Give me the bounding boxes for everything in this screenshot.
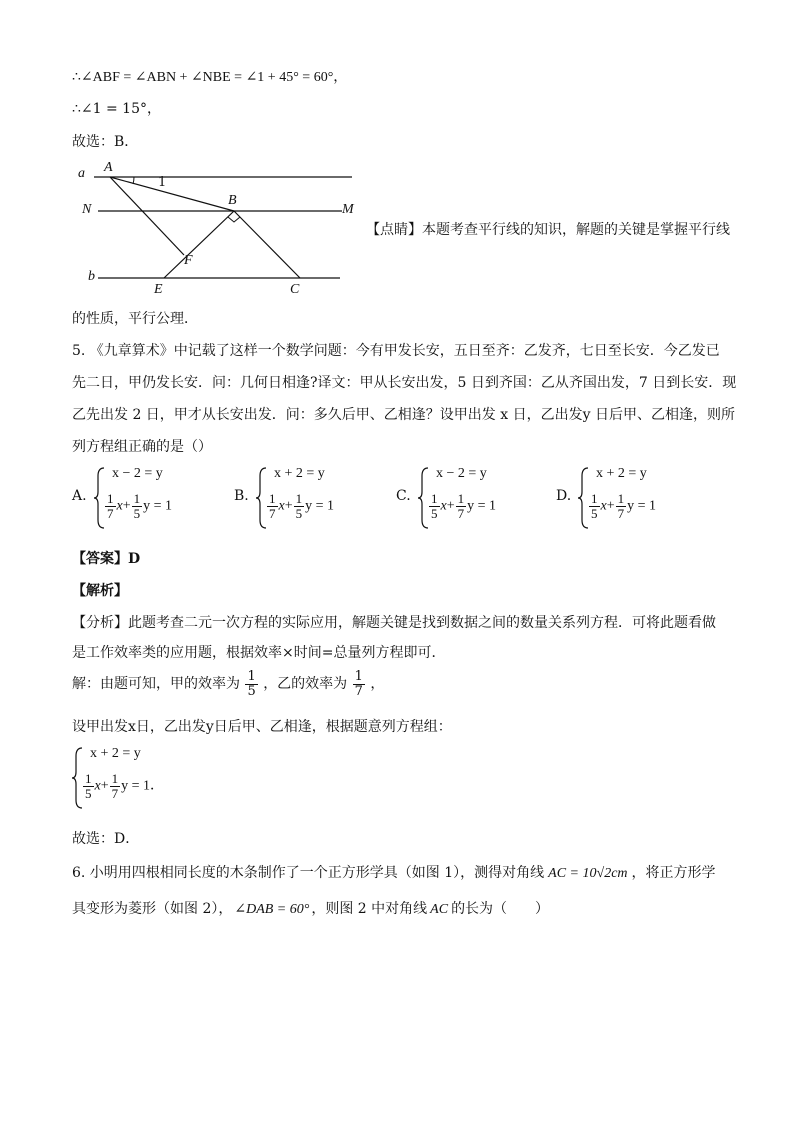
q6-line-2-c: 的长为（ ） xyxy=(451,901,550,917)
label-N: N xyxy=(82,202,92,217)
label-F: F xyxy=(184,253,193,268)
option-label: D. xyxy=(556,488,572,504)
eff-b-num: 1 xyxy=(354,668,363,684)
q6-line-1-a: 6. 小明用四根相同长度的木条制作了一个正方形学具（如图 1），测得对角线 xyxy=(72,865,545,881)
final-equation-system xyxy=(72,746,192,810)
eff-a-num: 1 xyxy=(247,668,256,684)
q5-answer: 【答案】D xyxy=(72,551,141,567)
option-frac-2-den: 5 xyxy=(133,506,141,521)
option-eq-1: x − 2 = y xyxy=(436,466,487,481)
option-label: B. xyxy=(234,488,249,504)
q5-analysis-line-2: 是工作效率类的应用题，根据效率×时间=总量列方程即可． xyxy=(72,645,446,661)
option-frac-2-num: 1 xyxy=(133,491,141,506)
q5-line-2: 先二日，甲仍发长安．问：几何日相逢?译文：甲从长安出发，5 日到齐国：乙从齐国出发，7 日到长安．现 xyxy=(72,375,737,391)
option-label: A. xyxy=(72,488,87,504)
q5-analysis-heading: 【解析】 xyxy=(72,583,128,599)
q6-line-2-b: ，则图 2 中对角线 xyxy=(311,901,428,917)
q6-line-1 xyxy=(72,862,716,882)
sol-mid: ，乙的效率为 xyxy=(263,676,348,692)
eff-yi-fraction xyxy=(353,670,365,699)
option-frac-2-num: 1 xyxy=(457,491,465,506)
parallel-lines-figure xyxy=(72,156,372,302)
option-frac-2 xyxy=(132,492,143,521)
option-frac-2-den: 7 xyxy=(617,506,625,521)
label-E: E xyxy=(154,282,163,297)
segment-AB xyxy=(110,177,234,211)
q5-set-line: 设甲出发x日，乙出发y日后甲、乙相逢，根据题意列方程组： xyxy=(72,719,452,735)
solution-line-3: 故选：B． xyxy=(72,134,139,150)
option-frac-1-num: 1 xyxy=(431,491,438,506)
segment-BC xyxy=(234,211,300,278)
sol-prefix: 解：由题可知，甲的效率为 xyxy=(72,676,240,692)
final-frac-2-den: 7 xyxy=(111,786,119,801)
q5-analysis-line-1: 【分析】此题考查二元一次方程的实际应用，解题关键是找到数据之间的数量关系列方程．可将此题看做 xyxy=(72,615,716,631)
option-frac-1-den: 5 xyxy=(591,506,598,521)
option-eq-2: $\frac{1}{7}$ x+ $\frac{1}{5}$ y = 1 xyxy=(107,491,173,521)
q6-line-2-a: 具变形为菱形（如图 2）， xyxy=(72,901,233,917)
eff-b-den: 7 xyxy=(354,683,363,699)
option-frac-1-den: 5 xyxy=(431,506,438,521)
right-angle-mark xyxy=(228,217,240,222)
q5-choice: 故选：D． xyxy=(72,831,140,847)
label-A: A xyxy=(104,160,113,175)
final-frac-1-num: 1 xyxy=(85,771,92,786)
figure-drawing xyxy=(72,156,372,302)
q6-math-ac-2: AC xyxy=(430,902,449,917)
option-b[interactable] xyxy=(234,466,384,530)
option-frac-1 xyxy=(589,492,600,521)
option-frac-2 xyxy=(616,492,627,521)
comment-tag: 【点睛】 xyxy=(366,222,422,238)
option-c[interactable] xyxy=(396,466,546,530)
final-frac-1 xyxy=(83,772,94,801)
final-end: ． xyxy=(150,778,165,794)
label-a: a xyxy=(78,166,85,181)
q6-line-2 xyxy=(72,898,549,918)
option-frac-2-den: 7 xyxy=(457,506,465,521)
comment-text: 本题考查平行线的知识，解题的关键是掌握平行线 xyxy=(422,222,730,238)
solution-line-1: ∴∠ABF = ∠ABN + ∠NBE = ∠1 + 45° = 60°， xyxy=(72,70,348,85)
option-d[interactable] xyxy=(556,466,706,530)
label-B: B xyxy=(228,193,237,208)
option-frac-1-num: 1 xyxy=(269,491,276,506)
option-rhs: y = 1 xyxy=(143,498,173,514)
option-frac-2 xyxy=(456,492,467,521)
sol-suffix: ， xyxy=(370,676,385,692)
q5-solution-line xyxy=(72,664,384,704)
option-eq-2: $\frac{1}{7}$ x+ $\frac{1}{5}$ y = 1 xyxy=(269,491,335,521)
comment-line-1 xyxy=(366,219,730,239)
option-eq-1: x − 2 = y xyxy=(112,466,163,481)
final-eq-2: $\frac{1}{5}$ x+ $\frac{1}{7}$ y = 1． xyxy=(85,771,165,801)
final-frac-1-den: 5 xyxy=(85,786,92,801)
option-frac-1-num: 1 xyxy=(591,491,598,506)
label-M: M xyxy=(342,202,354,217)
option-frac-2-num: 1 xyxy=(295,491,303,506)
option-frac-1-den: 7 xyxy=(269,506,276,521)
option-rhs: y = 1 xyxy=(305,498,335,514)
option-frac-2 xyxy=(294,492,305,521)
option-frac-1-num: 1 xyxy=(107,491,114,506)
option-frac-1 xyxy=(105,492,116,521)
option-frac-2-den: 5 xyxy=(295,506,303,521)
option-eq-1: x + 2 = y xyxy=(274,466,325,481)
q5-line-3: 乙先出发 2 日，甲才从长安出发．问：多久后甲、乙相逢？设甲出发 x 日，乙出发y 日后甲、乙相逢，则所 xyxy=(72,407,735,423)
solution-line-2: ∴∠1 = 15°， xyxy=(72,101,161,117)
option-eq-2: $\frac{1}{5}$ x+ $\frac{1}{7}$ y = 1 xyxy=(591,491,657,521)
eff-a-den: 5 xyxy=(247,683,256,699)
comment-line-2: 的性质，平行公理． xyxy=(72,311,198,327)
option-frac-1-den: 7 xyxy=(107,506,114,521)
option-eq-2: $\frac{1}{5}$ x+ $\frac{1}{7}$ y = 1 xyxy=(431,491,497,521)
option-frac-1 xyxy=(267,492,278,521)
final-frac-2 xyxy=(110,772,121,801)
label-angle-1: 1 xyxy=(158,175,167,190)
option-a[interactable] xyxy=(72,466,222,530)
label-b: b xyxy=(88,269,95,284)
option-label: C. xyxy=(396,488,411,504)
final-frac-2-num: 1 xyxy=(111,771,119,786)
q6-math-angle: ∠DAB = 60° xyxy=(234,902,310,917)
eff-jia-fraction xyxy=(245,670,257,699)
label-C: C xyxy=(290,282,300,297)
q5-line-1: 5. 《九章算术》中记载了这样一个数学问题：今有甲发长安，五日至齐：乙发齐，七日至长安．今乙发已 xyxy=(72,343,720,359)
option-eq-1: x + 2 = y xyxy=(596,466,647,481)
final-rhs: y = 1 xyxy=(121,778,151,794)
option-rhs: y = 1 xyxy=(627,498,657,514)
q6-math-ac: AC = 10√2cm xyxy=(548,866,628,881)
q5-line-4: 列方程组正确的是（） xyxy=(72,439,212,455)
option-rhs: y = 1 xyxy=(467,498,497,514)
final-eq-1: x + 2 = y xyxy=(90,746,141,761)
q6-line-1-b: ，将正方形学 xyxy=(631,865,716,881)
option-frac-2-num: 1 xyxy=(617,491,625,506)
option-frac-1 xyxy=(429,492,440,521)
segment-AF xyxy=(110,177,184,255)
